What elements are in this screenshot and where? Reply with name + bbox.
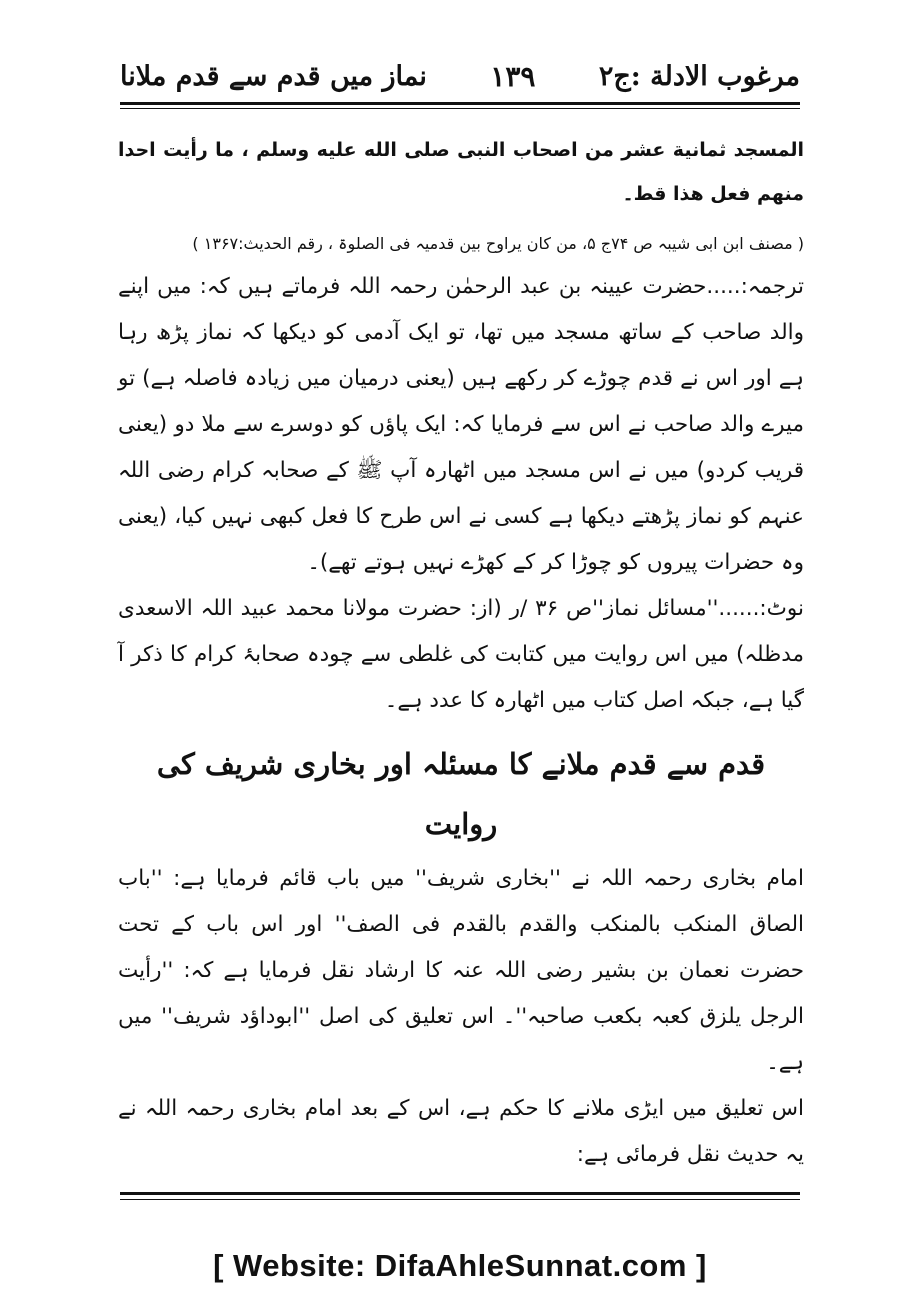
website-link[interactable]: [ Website: DifaAhleSunnat.com ] xyxy=(213,1248,707,1283)
section-heading: قدم سے قدم ملانے کا مسئلہ اور بخاری شریف کی روایت xyxy=(156,747,766,841)
header-rule xyxy=(120,102,800,105)
page-number: ۱۳۹ xyxy=(490,59,536,93)
page-body xyxy=(118,128,804,1178)
bukhari-paragraph: امام بخاری رحمہ اللہ نے ''بخاری شریف'' میں باب قائم فرمایا ہے: ''باب الصاق المنکب بالمنکب والقدم بالقدم فی الصف'' اور اس باب کے تحت حضرت نعمان بن بشیر رضی اللہ عنہ کا ارشاد نقل فرمایا ہے کہ: ''رأیت الرجل یلزق کعبہ بکعب صاحبہ''۔ اس تعلیق کی اصل ''ابوداؤد شریف'' میں ہے۔ xyxy=(118,866,804,1075)
translation-paragraph: ترجمہ:.....حضرت عیینہ بن عبد الرحمٰن رحمہ اللہ فرماتے ہیں کہ: میں اپنے والد صاحب کے ساتھ مسجد میں تھا، تو ایک آدمی کو دیکھا کہ نماز پڑھ رہا ہے اور اس نے قدم چوڑے کر رکھے ہیں (یعنی درمیان میں زیادہ فاصلہ ہے) تو میرے والد صاحب نے اس سے فرمایا کہ: ایک پاؤں کو دوسرے سے ملا دو (یعنی قریب کردو) میں نے اس مسجد میں اٹھارہ آپ ﷺ کے صحابہ کرام رضی اللہ عنہم کو نماز پڑھتے دیکھا ہے کسی نے اس طرح کا فعل کبھی نہیں کیا، (یعنی وہ حضرات پیروں کو چوڑا کر کے کھڑے نہیں ہوتے تھے)۔ xyxy=(118,274,804,575)
page-header xyxy=(120,52,800,100)
note-paragraph: نوٹ:......''مسائل نماز''ص ۳۶ /ر (از: حضرت مولانا محمد عبید اللہ الاسعدی مدظلہ) میں اس روایت میں کتابت کی غلطی سے چودہ صحابۂ کرام کا ذکر آ گیا ہے، جبکہ اصل کتاب میں اٹھارہ کا عدد ہے۔ xyxy=(118,596,805,713)
hadith-reference: ( مصنف ابن ابی شیبہ ص ۷۴ج ۵، من کان یراوح بین قدمیہ فی الصلوۃ ، رقم الحدیث:۱۳۶۷ ) xyxy=(192,234,804,253)
closing-paragraph: اس تعلیق میں ایڑی ملانے کا حکم ہے، اس کے بعد امام بخاری رحمہ اللہ نے یہ حدیث نقل فرمائی ہے: xyxy=(118,1096,804,1167)
website-footer[interactable] xyxy=(160,1248,760,1284)
arabic-quote: المسجد ثمانية عشر من اصحاب النبی صلی الله عليه وسلم ، ما رأيت احدا منهم فعل هذا قط۔ xyxy=(118,139,804,205)
book-title: مرغوب الادلة :ج۲ xyxy=(598,60,800,92)
chapter-title: نماز میں قدم سے قدم ملانا xyxy=(120,60,427,92)
footer-rule xyxy=(120,1192,800,1195)
header-rule-thin xyxy=(120,108,800,109)
footer-rule-thin xyxy=(120,1199,800,1200)
